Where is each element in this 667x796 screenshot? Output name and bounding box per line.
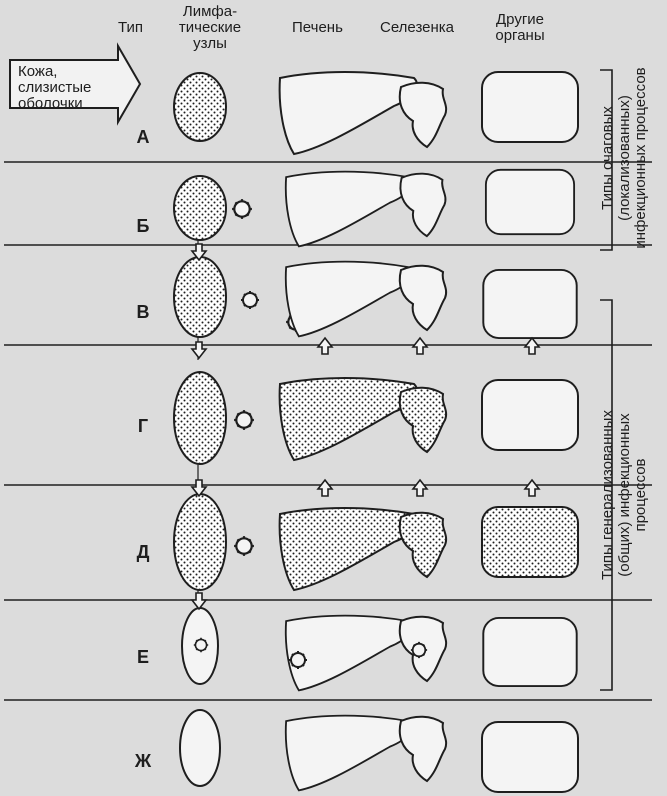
- row-zh-liver: [286, 716, 411, 791]
- row-g-lymph-node: [174, 372, 226, 464]
- row-g-other-organ: [482, 380, 578, 450]
- row-g-liver: [280, 378, 417, 460]
- row-v-liver: [286, 262, 411, 337]
- row-g-spleen: [400, 388, 446, 452]
- row-label-v: В: [136, 302, 150, 322]
- row-e-other-organ: [483, 618, 576, 686]
- side-local-line1: Типы очаговых: [599, 106, 616, 210]
- entry-line2: слизистые: [18, 78, 92, 96]
- row-d-other-organ: [482, 507, 578, 577]
- header-liver: Печень: [292, 19, 343, 36]
- row-a-other-organ: [482, 72, 578, 142]
- row-label-e: Е: [136, 647, 149, 667]
- row-label-d: Д: [136, 542, 150, 562]
- row-g-spleen-up-arrow: [413, 480, 427, 496]
- header-other-line2: органы: [495, 26, 545, 44]
- row-v-spleen: [400, 266, 446, 330]
- row-d-down-arrow: [192, 593, 206, 609]
- header-other-line1: Другие: [495, 11, 545, 28]
- row-v-spleen-up-arrow: [413, 338, 427, 354]
- row-d-nodule-icon: [234, 536, 254, 556]
- row-label-g: Г: [137, 416, 149, 436]
- row-v-liver-up-arrow: [318, 338, 332, 354]
- row-zh-lymph-node: [180, 710, 220, 786]
- row-b-liver: [286, 172, 411, 247]
- side-local-line2: (локализованных): [615, 95, 633, 221]
- row-v-nodule-icon: [241, 291, 259, 309]
- header-lymph-line2: тические: [178, 18, 242, 36]
- row-a-lymph-node: [174, 73, 226, 141]
- row-d-liver: [280, 508, 417, 590]
- row-g-nodule-icon: [234, 410, 254, 430]
- entry-label: [18, 64, 114, 111]
- row-d-spleen: [400, 513, 446, 577]
- row-g-liver-up-arrow: [318, 480, 332, 496]
- row-a-spleen: [400, 83, 446, 147]
- row-b-nodule-icon: [232, 199, 252, 219]
- side-local-line3: инфекционных процессов: [632, 67, 649, 249]
- row-label-zh: Ж: [134, 751, 152, 771]
- side-label-local: [600, 58, 660, 258]
- header-lymph-line3: узлы: [193, 34, 227, 52]
- row-zh-spleen: [400, 717, 446, 781]
- side-general-line1: Типы генерализованных: [599, 410, 616, 580]
- row-v-lymph-node: [174, 257, 226, 337]
- row-v-organ-up-arrow: [525, 338, 539, 354]
- entry-line1: Кожа,: [18, 63, 58, 80]
- row-label-b: Б: [136, 216, 150, 236]
- row-b-lymph-node: [174, 176, 226, 240]
- row-g-organ-up-arrow: [525, 480, 539, 496]
- row-e-liver: [286, 616, 411, 691]
- header-spleen: Селезенка: [380, 19, 455, 36]
- header-lymph-line1: Лимфа-: [182, 3, 238, 20]
- side-label-general: [600, 390, 660, 600]
- row-zh-other-organ: [482, 722, 578, 792]
- row-label-a: А: [136, 127, 150, 147]
- row-b-other-organ: [486, 170, 574, 234]
- row-b-spleen: [400, 174, 445, 236]
- side-general-line3: процессов: [632, 458, 649, 532]
- row-v-other-organ: [483, 270, 576, 338]
- row-a-liver: [280, 72, 417, 154]
- header-type: Тип: [118, 19, 144, 36]
- row-d-lymph-node: [174, 494, 226, 590]
- entry-line3: оболочки: [18, 94, 83, 112]
- side-general-line2: (общих) инфекционных: [615, 413, 633, 577]
